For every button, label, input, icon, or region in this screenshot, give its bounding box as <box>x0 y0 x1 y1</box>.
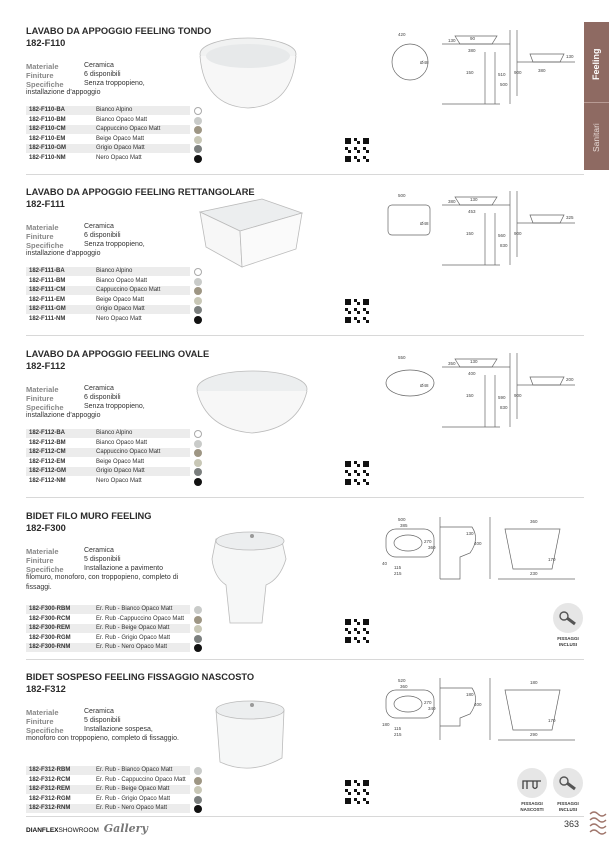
materiale-label: Materiale <box>26 547 59 556</box>
technical-drawing <box>380 670 580 760</box>
finiture-label: Finiture <box>26 232 54 241</box>
section-divider <box>26 497 584 498</box>
dimension-label: 150 <box>466 70 474 75</box>
specifiche-value: Senza troppopieno, <box>84 403 145 410</box>
qr-code[interactable] <box>345 138 369 162</box>
variant-name: Er. Rub - Nero Opaco Matt <box>96 805 168 812</box>
variant-row <box>26 125 212 135</box>
badge-label: FISSAGGI INCLUSI <box>557 801 579 812</box>
product-code: 182-F312 <box>26 684 66 694</box>
dimension-label: 325 <box>566 215 574 220</box>
variant-code: 182-F300-RGM <box>29 634 71 641</box>
technical-drawing <box>380 345 580 435</box>
variants-table <box>26 267 212 324</box>
dimension-label: 420 <box>398 32 406 37</box>
dimension-label: 270 <box>424 539 432 544</box>
dimension-label: 500 <box>500 82 508 87</box>
specifiche-continued: installazione d'appoggio <box>26 250 101 257</box>
variant-name: Bianco Alpino <box>96 430 133 437</box>
section-divider <box>26 659 584 660</box>
dimension-label: 520 <box>398 678 406 683</box>
variant-code: 182-F112-GM <box>29 468 67 475</box>
footer-divider <box>26 816 584 817</box>
color-swatch <box>194 316 202 324</box>
variant-name: Er. Rub - Bianco Opaco Matt <box>96 767 173 774</box>
product-image <box>190 349 310 444</box>
variant-name: Er. Rub - Bianco Opaco Matt <box>96 606 173 613</box>
variant-name: Er. Rub -Cappuccino Opaco Matt <box>96 615 185 622</box>
badge-label: FISSAGGI INCLUSI <box>557 636 579 647</box>
product-title: BIDET SOSPESO FEELING FISSAGGIO NASCOSTO <box>26 672 255 682</box>
dimension-label: 130 <box>470 359 478 364</box>
variant-row <box>26 106 212 116</box>
screw-icon <box>558 610 578 626</box>
variant-code: 182-F110-EM <box>29 135 66 142</box>
section-divider <box>26 174 584 175</box>
color-swatch <box>194 796 202 804</box>
materiale-value: Ceramica <box>84 62 114 69</box>
color-swatch <box>194 644 202 652</box>
color-swatch <box>194 155 202 163</box>
page-number: 363 <box>564 819 580 829</box>
variant-row <box>26 116 212 126</box>
materiale-label: Materiale <box>26 62 59 71</box>
variant-code: 182-F312-RNM <box>29 805 71 812</box>
qr-code[interactable] <box>345 299 369 323</box>
variant-code: 182-F300-RCM <box>29 615 71 622</box>
product-section <box>0 22 584 184</box>
feature-badge <box>512 768 552 812</box>
specifiche-continued: installazione d'appoggio <box>26 89 101 96</box>
color-swatch <box>194 306 202 314</box>
materiale-value: Ceramica <box>84 708 114 715</box>
variant-row <box>26 154 212 164</box>
variant-code: 182-F312-RGM <box>29 795 71 802</box>
section-divider <box>26 335 584 336</box>
dimension-label: 380 <box>468 48 476 53</box>
dimension-label: 115 <box>394 726 402 731</box>
specifiche-label: Specifiche <box>26 565 64 574</box>
product-title: LAVABO DA APPOGGIO FEELING TONDO <box>26 26 212 36</box>
variant-code: 182-F112-EM <box>29 458 66 465</box>
dimension-label: 453 <box>468 209 476 214</box>
finiture-value: 6 disponibili <box>84 232 121 239</box>
dimension-label: 290 <box>530 732 538 737</box>
product-image <box>190 680 310 795</box>
variant-code: 182-F110-NM <box>29 154 66 161</box>
product-section <box>0 345 584 507</box>
variant-name: Nero Opaco Matt <box>96 477 142 484</box>
variant-row <box>26 804 212 814</box>
color-swatch <box>194 287 202 295</box>
variant-name: Er. Rub - Grigio Opaco Matt <box>96 795 171 802</box>
dimension-label: 400 <box>474 702 482 707</box>
variant-row <box>26 286 212 296</box>
specifiche-value: Installazione a pavimento <box>84 565 163 572</box>
category-label: Sanitari <box>591 123 601 152</box>
variant-row <box>26 315 212 325</box>
variant-name: Beige Opaco Matt <box>96 458 145 465</box>
specifiche-continued: monoforo con troppopieno, completo di fissaggio. <box>26 735 179 742</box>
dimension-label: 380 <box>538 68 546 73</box>
footer-brand <box>26 822 148 835</box>
variant-row <box>26 785 212 795</box>
dimension-label: 130 <box>466 531 474 536</box>
tab-divider <box>584 102 609 103</box>
color-swatch <box>194 805 202 813</box>
product-title: BIDET FILO MURO FEELING <box>26 511 152 521</box>
dimension-label: 385 <box>400 523 408 528</box>
variant-code: 182-F111-EM <box>29 296 66 303</box>
side-category-tab <box>584 22 609 170</box>
variant-name: Bianco Opaco Matt <box>96 277 148 284</box>
variant-row <box>26 439 212 449</box>
variant-code: 182-F111-NM <box>29 315 66 322</box>
variant-row <box>26 477 212 487</box>
specifiche-label: Specifiche <box>26 241 64 250</box>
variant-code: 182-F111-BM <box>29 277 66 284</box>
product-code: 182-F112 <box>26 361 66 371</box>
variant-name: Bianco Alpino <box>96 268 133 275</box>
dimension-label: 360 <box>428 545 436 550</box>
variant-code: 182-F112-NM <box>29 477 66 484</box>
product-section <box>0 507 584 669</box>
variant-code: 182-F112-BM <box>29 439 66 446</box>
screw-icon <box>558 775 578 791</box>
technical-drawing <box>380 183 580 273</box>
materiale-label: Materiale <box>26 223 59 232</box>
specifiche-value: Senza troppopieno, <box>84 241 145 248</box>
variant-code: 182-F110-GM <box>29 145 67 152</box>
specifiche-continued: filomuro, monoforo, con troppopieno, completo di fissaggi. <box>26 574 179 591</box>
finiture-value: 6 disponibili <box>84 71 121 78</box>
dimension-label: 590 <box>498 395 506 400</box>
product-section <box>0 183 584 345</box>
finiture-label: Finiture <box>26 717 54 726</box>
variant-name: Nero Opaco Matt <box>96 315 142 322</box>
dimension-label: 900 <box>514 231 522 236</box>
dimension-label: 900 <box>514 393 522 398</box>
product-title: LAVABO DA APPOGGIO FEELING OVALE <box>26 349 210 359</box>
color-swatch <box>194 468 202 476</box>
materiale-label: Materiale <box>26 385 59 394</box>
variant-row <box>26 776 212 786</box>
finiture-value: 6 disponibili <box>84 394 121 401</box>
product-image <box>190 26 310 121</box>
variant-name: Nero Opaco Matt <box>96 154 142 161</box>
dimension-label: 40 <box>382 561 388 566</box>
dimension-label: 400 <box>468 371 476 376</box>
variants-table <box>26 605 212 653</box>
dimension-label: 200 <box>566 377 574 382</box>
variants-table <box>26 766 212 814</box>
finiture-label: Finiture <box>26 556 54 565</box>
variant-name: Grigio Opaco Matt <box>96 145 145 152</box>
variant-name: Grigio Opaco Matt <box>96 306 145 313</box>
color-swatch <box>194 145 202 153</box>
variant-code: 182-F111-BA <box>29 268 65 275</box>
dimension-label: 500 <box>398 193 406 198</box>
dimension-label: 90 <box>470 36 476 41</box>
dimension-label: 115 <box>394 565 402 570</box>
variant-row <box>26 144 212 154</box>
color-swatch <box>194 449 202 457</box>
product-image <box>190 187 310 282</box>
variant-code: 182-F300-RBM <box>29 606 71 613</box>
qr-code[interactable] <box>345 619 369 643</box>
variants-table <box>26 429 212 486</box>
variant-name: Bianco Alpino <box>96 107 133 114</box>
variant-row <box>26 795 212 805</box>
variant-name: Bianco Opaco Matt <box>96 116 148 123</box>
variant-row <box>26 429 212 439</box>
specifiche-label: Specifiche <box>26 726 64 735</box>
dimension-label: Ø48 <box>420 221 429 226</box>
variant-name: Cappuccino Opaco Matt <box>96 126 161 133</box>
product-code: 182-F110 <box>26 38 66 48</box>
specifiche-continued: installazione d'appoggio <box>26 412 101 419</box>
color-swatch <box>194 136 202 144</box>
variant-code: 182-F312-RCM <box>29 776 71 783</box>
variant-code: 182-F312-REM <box>29 786 71 793</box>
variant-name: Beige Opaco Matt <box>96 296 145 303</box>
variant-row <box>26 458 212 468</box>
dimension-label: 180 <box>466 692 474 697</box>
brand-name: DIANFLEX <box>26 827 59 834</box>
dimension-label: 830 <box>500 243 508 248</box>
specifiche-value: Installazione sospesa, <box>84 726 153 733</box>
product-title: LAVABO DA APPOGGIO FEELING RETTANGOLARE <box>26 187 255 197</box>
variant-name: Cappuccino Opaco Matt <box>96 287 161 294</box>
feature-badge <box>548 768 588 812</box>
dimension-label: 400 <box>474 541 482 546</box>
color-swatch <box>194 297 202 305</box>
technical-drawing <box>380 509 580 599</box>
variant-row <box>26 624 212 634</box>
variant-code: 182-F312-RBM <box>29 767 71 774</box>
feature-badge <box>548 603 588 647</box>
dimension-label: 500 <box>398 517 406 522</box>
dimension-label: 340 <box>428 706 436 711</box>
dimension-label: 215 <box>394 732 402 737</box>
dimension-label: 150 <box>466 231 474 236</box>
dimension-label: 215 <box>394 571 402 576</box>
product-code: 182-F300 <box>26 523 66 533</box>
variant-code: 182-F111-CM <box>29 287 66 294</box>
color-swatch <box>194 635 202 643</box>
variant-name: Grigio Opaco Matt <box>96 468 145 475</box>
technical-drawing <box>380 22 580 112</box>
variant-code: 182-F300-REM <box>29 625 71 632</box>
qr-code[interactable] <box>345 461 369 485</box>
finiture-label: Finiture <box>26 394 54 403</box>
variant-code: 182-F112-CM <box>29 449 66 456</box>
dimension-label: 180 <box>382 722 390 727</box>
variant-name: Cappuccino Opaco Matt <box>96 449 161 456</box>
dimension-label: Ø48 <box>420 60 429 65</box>
materiale-value: Ceramica <box>84 223 114 230</box>
dimension-label: 360 <box>530 519 538 524</box>
dimension-label: 170 <box>548 718 556 723</box>
variant-name: Er. Rub - Beige Opaco Matt <box>96 786 170 793</box>
variant-row <box>26 135 212 145</box>
variant-name: Bianco Opaco Matt <box>96 439 148 446</box>
variant-row <box>26 615 212 625</box>
specifiche-value: Senza troppopieno, <box>84 80 145 87</box>
color-swatch <box>194 478 202 486</box>
color-swatch <box>194 459 202 467</box>
variant-row <box>26 605 212 615</box>
dimension-label: 130 <box>566 54 574 59</box>
dimension-label: 270 <box>424 700 432 705</box>
brand-showroom: SHOWROOM <box>58 827 99 834</box>
dimension-label: 150 <box>466 393 474 398</box>
dimension-label: 380 <box>448 199 456 204</box>
variant-code: 182-F112-BA <box>29 430 66 437</box>
variant-row <box>26 448 212 458</box>
variant-code: 182-F110-BA <box>29 107 66 114</box>
variant-name: Er. Rub - Grigio Opaco Matt <box>96 634 171 641</box>
specifiche-label: Specifiche <box>26 80 64 89</box>
bracket-icon <box>521 775 543 791</box>
variant-row <box>26 634 212 644</box>
variant-row <box>26 277 212 287</box>
variant-name: Beige Opaco Matt <box>96 135 145 142</box>
specifiche-label: Specifiche <box>26 403 64 412</box>
badge-label: FISSAGGI NASCOSTI <box>520 801 544 812</box>
materiale-label: Materiale <box>26 708 59 717</box>
variant-code: 182-F300-RNM <box>29 644 71 651</box>
variant-row <box>26 305 212 315</box>
product-code: 182-F111 <box>26 199 65 209</box>
dimension-label: 230 <box>530 571 538 576</box>
variant-code: 182-F110-BM <box>29 116 66 123</box>
gallery-logo: Gallery <box>103 822 148 835</box>
variant-row <box>26 467 212 477</box>
dimension-label: 170 <box>548 557 556 562</box>
finiture-value: 5 disponibili <box>84 556 121 563</box>
dimension-label: 180 <box>530 680 538 685</box>
product-image <box>190 519 310 634</box>
dimension-label: 830 <box>500 405 508 410</box>
dimension-label: 900 <box>514 70 522 75</box>
dimension-label: 560 <box>498 233 506 238</box>
series-label: Feeling <box>591 48 601 80</box>
qr-code[interactable] <box>345 780 369 804</box>
variants-table <box>26 106 212 163</box>
variant-name: Er. Rub - Cappuccino Opaco Matt <box>96 776 186 783</box>
wave-ornament-icon <box>588 808 608 836</box>
dimension-label: Ø48 <box>420 383 429 388</box>
product-section <box>0 668 584 830</box>
dimension-label: 360 <box>400 684 408 689</box>
variant-code: 182-F111-GM <box>29 306 66 313</box>
finiture-label: Finiture <box>26 71 54 80</box>
dimension-label: 130 <box>448 38 456 43</box>
materiale-value: Ceramica <box>84 547 114 554</box>
dimension-label: 510 <box>498 72 506 77</box>
color-swatch <box>194 126 202 134</box>
dimension-label: 130 <box>470 197 478 202</box>
variant-row <box>26 643 212 653</box>
variant-row <box>26 296 212 306</box>
materiale-value: Ceramica <box>84 385 114 392</box>
variant-code: 182-F110-CM <box>29 126 66 133</box>
dimension-label: 350 <box>448 361 456 366</box>
finiture-value: 5 disponibili <box>84 717 121 724</box>
variant-name: Er. Rub - Nero Opaco Matt <box>96 644 168 651</box>
variant-row <box>26 267 212 277</box>
dimension-label: 550 <box>398 355 406 360</box>
variant-name: Er. Rub - Beige Opaco Matt <box>96 625 170 632</box>
variant-row <box>26 766 212 776</box>
